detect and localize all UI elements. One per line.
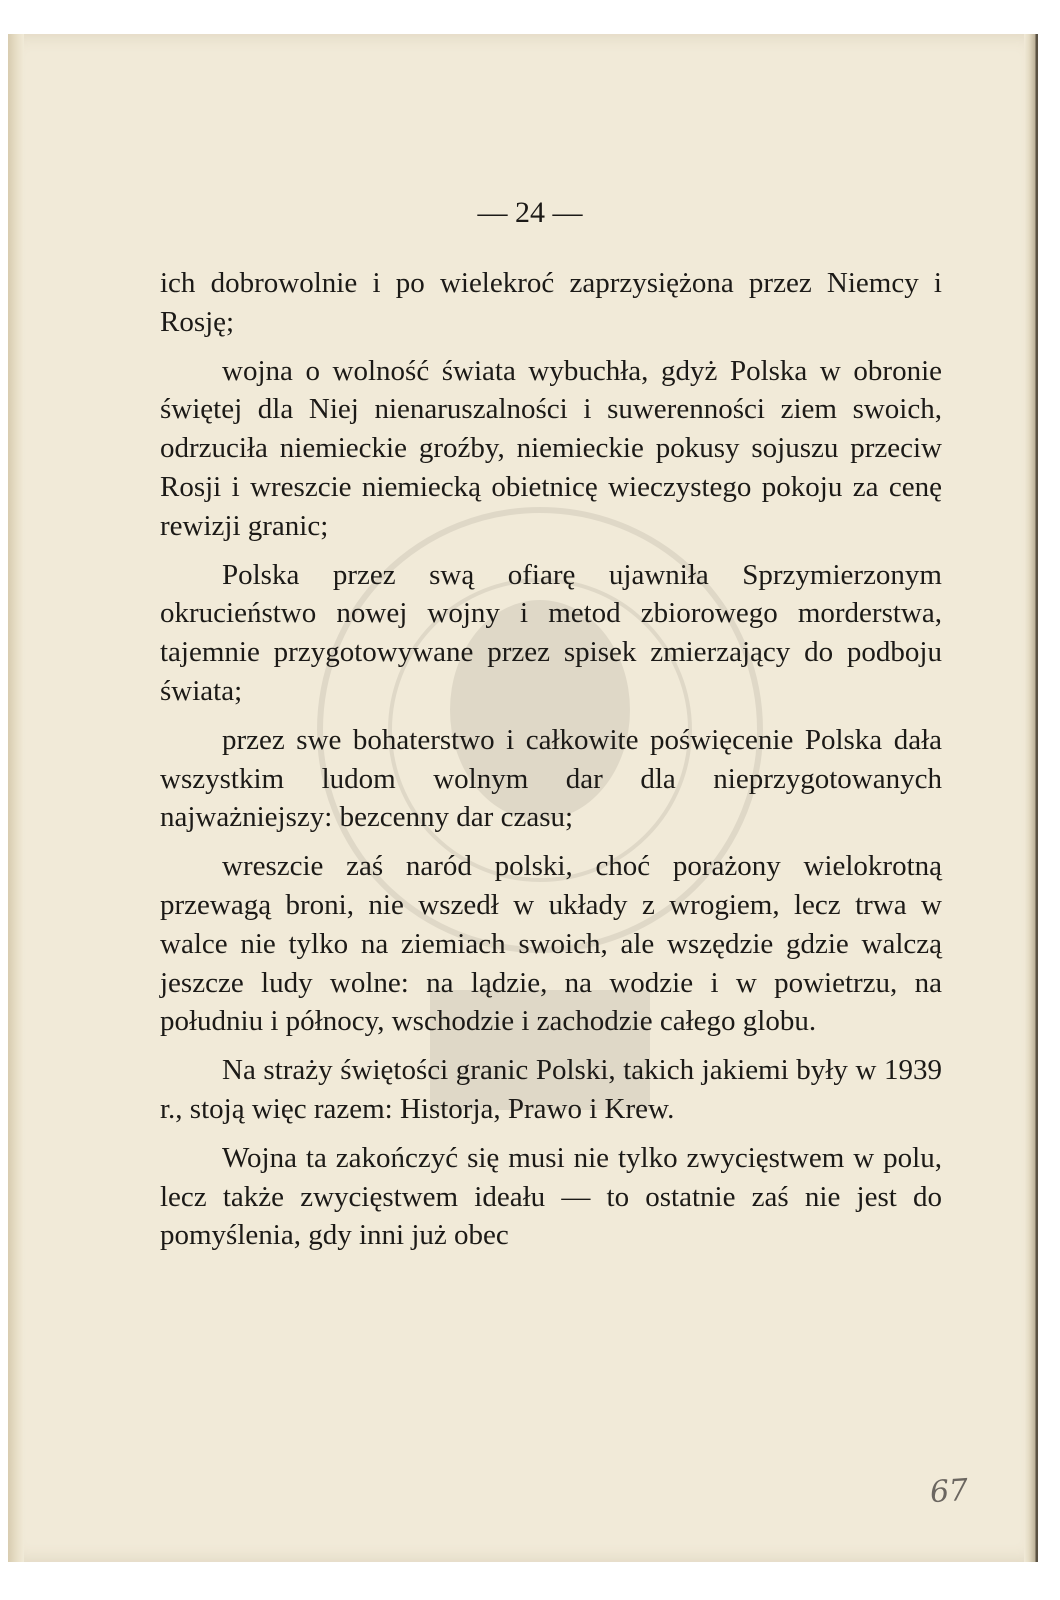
paragraph-1: ich dobrowolnie i po wielekroć zaprzysiężona przez Niemcy i Rosję;: [160, 267, 942, 338]
paragraph-5: wreszcie zaś naród polski, choć porażony wielokrotną przewagą broni, nie wszedł w układy z wrogiem, lecz trwa w walce nie tylko na ziemiach swoich, ale wszędzie gdzie walczą jeszcze ludy wolne: na lądzie, na wodzie i w powietrzu, na południu i północy, wschodzie i zachodzie całego globu.: [160, 850, 942, 1038]
paragraph-3: Polska przez swą ofiarę ujawniła Sprzymierzonym okrucieństwo nowej wojny i metod zbiorowego morderstwa, tajemnie przygotowywane przez spisek zmierzający do podboju świata;: [160, 558, 942, 707]
page-number: — 24 —: [477, 196, 583, 229]
paragraph-2: wojna o wolność świata wybuchła, gdyż Polska w obronie świętej dla Niej nienaruszalności i suwerenności ziem swoich, odrzuciła niemieckie groźby, niemieckie pokusy sojuszu przeciw Rosji i wreszcie niemiecką obietnicę wieczystego pokoju za cenę rewizji granic;: [160, 354, 942, 542]
page-binding-edge: [8, 34, 24, 1562]
body-text: [160, 264, 942, 1265]
handwritten-archive-number: 67: [928, 1472, 970, 1511]
paragraph-7: Wojna ta zakończyć się musi nie tylko zwycięstwem w polu, lecz także zwycięstwem ideału — to ostatnie zaś nie jest do pomyślenia, gdy inni już obec: [160, 1141, 942, 1252]
paragraph-6: Na straży świętości granic Polski, takich jakiemi były w 1939 r., stoją więc razem: Historja, Prawo i Krew.: [160, 1054, 942, 1125]
paragraph-4: przez swe bohaterstwo i całkowite poświęcenie Polska dała wszystkim ludom wolnym dar dla nieprzygotowanych najważniejszy: bezcenny dar czasu;: [160, 723, 942, 834]
page-fore-edge: [1024, 34, 1038, 1562]
